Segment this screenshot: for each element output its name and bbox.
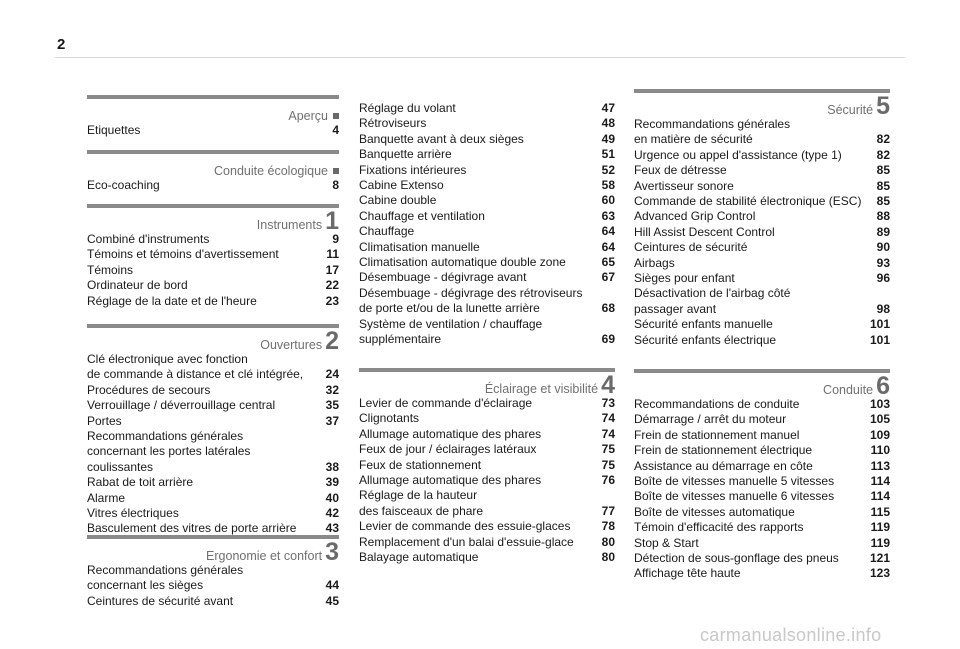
entry-page: 22: [325, 278, 339, 293]
entry-title: Recommandations de conduite: [634, 397, 800, 411]
entry-title: Clé électronique avec fonction de commande à distance et clé intégrée,: [87, 352, 304, 382]
entry-page: 80: [601, 550, 615, 565]
entry-page: 67: [601, 270, 615, 285]
entry-page: 43: [325, 521, 339, 536]
toc-entry[interactable]: [87, 278, 339, 293]
toc-section: [634, 369, 890, 582]
toc-entry[interactable]: [359, 270, 615, 285]
section-header: [87, 324, 339, 355]
entry-page: 93: [876, 255, 890, 270]
entry-page: 89: [876, 224, 890, 239]
toc-entry[interactable]: [634, 225, 890, 240]
toc-entry[interactable]: [359, 101, 615, 116]
toc-section: [87, 204, 339, 309]
entry-page: 8: [332, 178, 339, 192]
entry-title: Urgence ou appel d'assistance (type 1): [634, 147, 842, 162]
section-header: [634, 369, 890, 400]
entry-title: Banquette arrière: [359, 147, 452, 162]
toc-section: [87, 150, 339, 193]
toc-entry[interactable]: [359, 224, 615, 239]
entry-page: 76: [601, 473, 615, 488]
toc-section: [87, 324, 339, 537]
entry-title: Feux de stationnement: [359, 457, 482, 472]
entry-page: 11: [326, 247, 339, 262]
section-number: 1: [325, 207, 339, 235]
section-number: 3: [325, 538, 339, 566]
section-number: 5: [876, 92, 890, 120]
section-title: Sécurité: [827, 103, 874, 117]
toc-entry[interactable]: [634, 551, 890, 566]
toc-entry[interactable]: [87, 398, 339, 413]
section-title: Instruments: [256, 218, 323, 232]
entry-title: Stop & Start: [634, 535, 699, 550]
entry-page: 47: [601, 101, 615, 115]
entry-title: Alarme: [87, 490, 126, 505]
section-header: [87, 204, 339, 235]
entry-title: Désactivation de l'airbag côté passager avant: [634, 286, 791, 316]
entry-title: Vitres électriques: [87, 506, 179, 521]
entry-page: 82: [876, 147, 890, 162]
section-title: Ergonomie et confort: [206, 549, 323, 563]
section-header: [87, 150, 339, 178]
entry-title: Recommandations générales en matière de sécurité: [634, 117, 791, 147]
toc-entry[interactable]: [634, 271, 890, 286]
toc-entry[interactable]: [359, 116, 615, 131]
entry-title: Recommandations générales concernant les portes latérales coulissantes: [87, 429, 251, 474]
toc-entry[interactable]: [359, 396, 615, 411]
entry-title: Sièges pour enfant: [634, 271, 735, 286]
entry-page: 68: [601, 301, 615, 316]
toc-entry[interactable]: [634, 256, 890, 271]
entry-title: Allumage automatique des phares: [359, 426, 542, 441]
entry-title: Balayage automatique: [359, 550, 479, 565]
entry-page: 75: [601, 457, 615, 472]
entry-page: 119: [870, 535, 890, 550]
entry-title: Témoins: [87, 262, 134, 277]
entry-page: 90: [876, 240, 890, 255]
section-header: [87, 535, 339, 566]
entry-title: Cabine double: [359, 193, 437, 208]
toc-section: [634, 89, 890, 348]
entry-page: 80: [601, 534, 615, 549]
entry-page: 77: [601, 503, 615, 518]
entry-title: Fixations intérieures: [359, 162, 467, 177]
toc-entry[interactable]: [87, 383, 339, 398]
entry-title: Réglage de la hauteur des faisceaux de phare: [359, 488, 484, 518]
entry-title: Boîte de vitesses automatique: [634, 504, 795, 519]
toc-entry[interactable]: [634, 317, 890, 332]
entry-page: 60: [601, 193, 615, 208]
toc-entry[interactable]: [87, 352, 339, 383]
entry-title: Hill Assist Descent Control: [634, 224, 775, 239]
entry-title: Cabine Extenso: [359, 178, 444, 193]
entry-page: 119: [870, 520, 890, 535]
entry-title: Feux de jour / éclairages latéraux: [359, 442, 537, 457]
entry-page: 64: [601, 239, 615, 254]
entry-title: Système de ventilation / chauffage supplémentaire: [359, 316, 543, 347]
entry-title: Chauffage: [359, 224, 415, 239]
watermark: carmanualsonline.info: [700, 625, 882, 645]
toc-entry[interactable]: [634, 505, 890, 520]
entry-page: 51: [601, 147, 615, 162]
toc-entry[interactable]: [359, 193, 615, 208]
toc-entry[interactable]: [634, 148, 890, 163]
toc-entry[interactable]: [359, 535, 615, 550]
toc-entry[interactable]: [634, 489, 890, 504]
toc-entry[interactable]: [634, 428, 890, 443]
entry-page: 96: [876, 271, 890, 286]
entry-title: Verrouillage / déverrouillage central: [87, 398, 276, 413]
toc-entry[interactable]: [634, 536, 890, 551]
toc-entry[interactable]: [87, 414, 339, 429]
toc-entry[interactable]: [87, 506, 339, 521]
toc-entry[interactable]: [359, 488, 615, 519]
entry-page: 123: [869, 566, 890, 581]
toc-entry[interactable]: [634, 286, 890, 317]
header-rule: [55, 57, 905, 58]
entry-page: 45: [325, 593, 339, 608]
toc-entry[interactable]: [359, 286, 615, 317]
entry-title: Levier de commande des essuie-glaces: [359, 519, 571, 534]
entry-title: Climatisation manuelle: [359, 239, 480, 254]
entry-page: 114: [870, 474, 890, 489]
toc-entry[interactable]: [359, 442, 615, 457]
toc-entry[interactable]: [634, 412, 890, 427]
toc-entry[interactable]: [87, 247, 339, 262]
toc-entry[interactable]: [87, 563, 339, 594]
entry-title: Ceintures de sécurité avant: [87, 593, 234, 608]
entry-page: 73: [601, 396, 615, 410]
section-square-icon: [333, 168, 339, 174]
entry-title: Clignotants: [359, 411, 420, 426]
entry-page: 98: [876, 301, 890, 316]
entry-page: 23: [325, 293, 339, 308]
toc-entry[interactable]: [634, 333, 890, 348]
entry-page: 9: [332, 232, 339, 246]
toc-entry[interactable]: [634, 117, 890, 148]
entry-page: 101: [869, 332, 890, 347]
section-header: [359, 368, 615, 399]
toc-entry[interactable]: [359, 519, 615, 534]
page-number: 2: [57, 36, 66, 53]
toc-entry[interactable]: [634, 566, 890, 581]
entry-page: 85: [876, 178, 890, 193]
entry-title: Boîte de vitesses manuelle 6 vitesses: [634, 489, 835, 504]
toc-entry[interactable]: [634, 179, 890, 194]
entry-title: Avertisseur sonore: [634, 178, 734, 193]
toc-section: [359, 101, 615, 348]
entry-title: Airbags: [634, 255, 675, 270]
entry-title: Frein de stationnement électrique: [634, 443, 813, 458]
toc-entry[interactable]: [359, 209, 615, 224]
entry-title: Ceintures de sécurité: [634, 240, 748, 255]
toc-entry[interactable]: [87, 263, 339, 278]
entry-title: Feux de détresse: [634, 163, 727, 178]
entry-page: 88: [876, 209, 890, 224]
entry-page: 75: [601, 442, 615, 457]
toc-section: [87, 535, 339, 609]
entry-page: 49: [601, 131, 615, 146]
entry-page: 110: [870, 443, 890, 458]
section-number: 6: [876, 372, 890, 400]
toc-entry[interactable]: [87, 429, 339, 475]
entry-title: Eco-coaching: [87, 178, 160, 192]
entry-title: Affichage tête haute: [634, 566, 741, 581]
entry-page: 103: [869, 397, 890, 411]
entry-page: 78: [601, 519, 615, 534]
entry-title: Procédures de secours: [87, 382, 211, 397]
toc-entry[interactable]: [634, 240, 890, 255]
entry-title: Témoin d'efficacité des rapports: [634, 520, 804, 535]
toc-entry[interactable]: [359, 458, 615, 473]
entry-page: 37: [325, 413, 339, 428]
entry-title: Banquette avant à deux sièges: [359, 131, 524, 146]
toc-entry[interactable]: [87, 594, 339, 609]
toc-section: [87, 95, 339, 138]
entry-title: Sécurité enfants manuelle: [634, 317, 773, 332]
entry-title: Rétroviseurs: [359, 116, 427, 131]
entry-page: 17: [325, 262, 339, 277]
toc-entry[interactable]: [634, 209, 890, 224]
entry-page: 52: [601, 162, 615, 177]
entry-title: Frein de stationnement manuel: [634, 427, 800, 442]
toc-entry[interactable]: [359, 178, 615, 193]
section-number: 2: [325, 327, 339, 355]
entry-title: Assistance au démarrage en côte: [634, 458, 813, 473]
entry-page: 105: [869, 412, 890, 427]
entry-page: 115: [870, 504, 890, 519]
toc-entry[interactable]: [359, 240, 615, 255]
toc-entry[interactable]: [359, 427, 615, 442]
section-title: Aperçu: [288, 109, 328, 123]
entry-title: Rabat de toit arrière: [87, 475, 194, 490]
toc-entry[interactable]: [87, 491, 339, 506]
toc-entry[interactable]: [359, 411, 615, 426]
toc-entry[interactable]: [359, 317, 615, 348]
entry-page: 85: [876, 163, 890, 178]
entry-title: Combiné d'instruments: [87, 232, 210, 246]
toc-entry[interactable]: [634, 459, 890, 474]
toc-entry[interactable]: [359, 147, 615, 162]
entry-title: Désembuage - dégivrage avant: [359, 270, 527, 285]
entry-title: Témoins et témoins d'avertissement: [87, 247, 279, 262]
entry-page: 42: [325, 506, 339, 521]
toc-entry[interactable]: [359, 473, 615, 488]
entry-page: 64: [601, 224, 615, 239]
entry-title: Détection de sous-gonflage des pneus: [634, 551, 839, 566]
toc-entry[interactable]: [87, 232, 339, 247]
toc-section: [359, 368, 615, 565]
entry-page: 109: [869, 427, 890, 442]
entry-title: Advanced Grip Control: [634, 209, 756, 224]
entry-page: 48: [601, 116, 615, 131]
entry-title: Portes: [87, 413, 122, 428]
entry-page: 24: [325, 367, 339, 382]
entry-title: Ordinateur de bord: [87, 278, 188, 293]
toc-entry[interactable]: [634, 443, 890, 458]
entry-title: Allumage automatique des phares: [359, 473, 542, 488]
toc-entry[interactable]: [634, 397, 890, 412]
entry-page: 4: [332, 123, 339, 137]
entry-page: 121: [869, 551, 890, 566]
section-title: Ouvertures: [260, 338, 323, 352]
toc-entry[interactable]: [634, 194, 890, 209]
entry-page: 40: [325, 490, 339, 505]
entry-page: 35: [325, 398, 339, 413]
toc-entry[interactable]: [87, 475, 339, 490]
entry-title: Démarrage / arrêt du moteur: [634, 412, 787, 427]
entry-title: Sécurité enfants électrique: [634, 332, 777, 347]
entry-page: 114: [870, 489, 890, 504]
section-header: [634, 89, 890, 120]
toc-entry[interactable]: [359, 163, 615, 178]
toc-entry[interactable]: [359, 255, 615, 270]
toc-entry[interactable]: [87, 123, 339, 138]
entry-page: 65: [601, 255, 615, 270]
section-header: [87, 95, 339, 123]
toc-entry[interactable]: [634, 474, 890, 489]
entry-page: 69: [601, 332, 615, 347]
entry-page: 74: [601, 426, 615, 441]
entry-page: 113: [870, 458, 890, 473]
entry-title: Levier de commande d'éclairage: [359, 396, 533, 410]
section-square-icon: [333, 113, 339, 119]
section-number: 4: [601, 371, 615, 399]
toc-entry[interactable]: [359, 132, 615, 147]
entry-page: 101: [869, 317, 890, 332]
entry-page: 63: [601, 208, 615, 223]
toc-entry[interactable]: [634, 520, 890, 535]
toc-entry[interactable]: [359, 550, 615, 565]
entry-page: 85: [876, 194, 890, 209]
section-title: Conduite écologique: [214, 164, 328, 178]
entry-title: Boîte de vitesses manuelle 5 vitesses: [634, 474, 835, 489]
entry-page: 32: [325, 382, 339, 397]
entry-page: 39: [325, 475, 339, 490]
entry-title: Désembuage - dégivrage des rétroviseurs de porte et/ou de la lunette arrière: [359, 285, 583, 316]
entry-title: Commande de stabilité électronique (ESC): [634, 194, 862, 209]
entry-title: Recommandations générales concernant les sièges: [87, 563, 244, 593]
entry-title: Etiquettes: [87, 123, 141, 137]
toc-entry[interactable]: [87, 294, 339, 309]
entry-title: Basculement des vitres de porte arrière: [87, 521, 297, 536]
section-title: Éclairage et visibilité: [484, 382, 599, 396]
entry-page: 38: [325, 459, 339, 474]
entry-page: 74: [601, 411, 615, 426]
toc-entry[interactable]: [634, 163, 890, 178]
section-title: Conduite: [823, 383, 874, 397]
entry-title: Réglage du volant: [359, 101, 456, 115]
entry-page: 58: [601, 178, 615, 193]
entry-title: Réglage de la date et de l'heure: [87, 293, 257, 308]
entry-title: Climatisation automatique double zone: [359, 255, 566, 270]
entry-page: 44: [325, 578, 339, 593]
entry-title: Remplacement d'un balai d'essuie-glace: [359, 534, 574, 549]
entry-page: 82: [876, 132, 890, 147]
toc-entry[interactable]: [87, 178, 339, 193]
entry-title: Chauffage et ventilation: [359, 208, 485, 223]
